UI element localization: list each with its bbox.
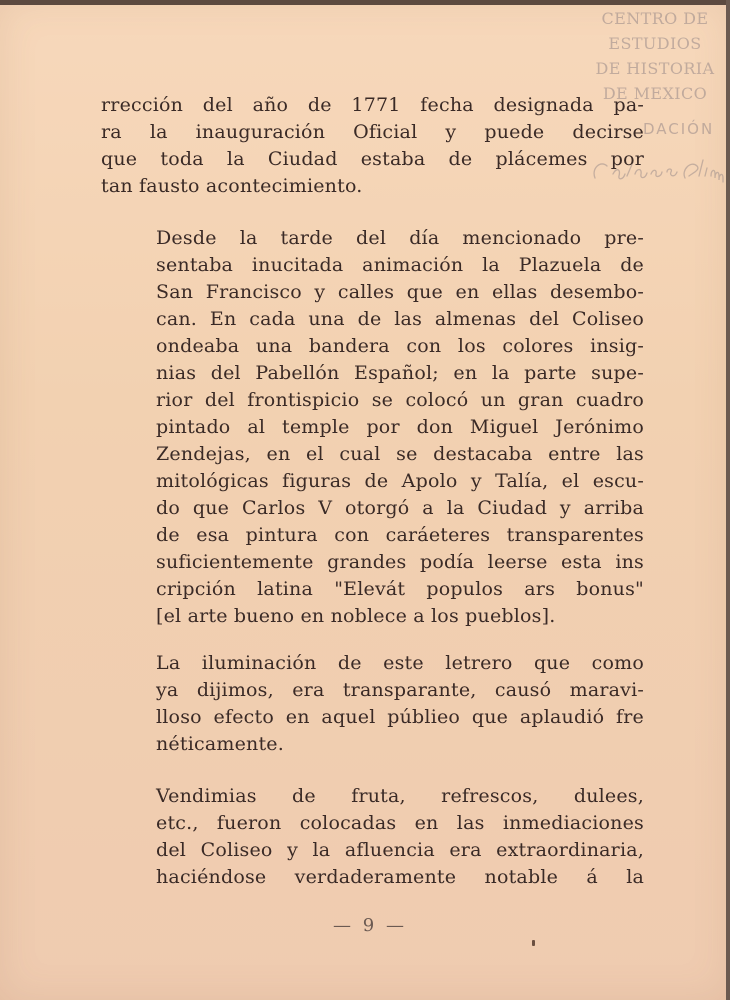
watermark-fundacion: DACIÓN	[643, 120, 715, 138]
text-line: La iluminación de este letrero que como	[156, 652, 644, 674]
page-top-edge	[0, 0, 730, 5]
watermark-line-4: DE MEXICO	[602, 84, 708, 103]
paragraph-3	[101, 650, 644, 758]
text-line: ya dijimos, era transparante, causó maravi-	[156, 679, 644, 701]
text-line: Desde la tarde del día mencionado pre-	[156, 227, 644, 249]
text-line: nias del Pabellón Español; en la parte supe-	[156, 362, 644, 384]
watermark-line-3: DE HISTORIA	[595, 59, 715, 78]
watermark-line-2: ESTUDIOS	[608, 34, 702, 53]
text-line: Zendejas, en el cual se destacaba entre las	[156, 443, 644, 465]
text-line: néticamente.	[156, 733, 284, 755]
text-line: ra la inauguración Oficial y puede decirse	[101, 121, 644, 143]
page-number: — 9 —	[333, 915, 407, 936]
text-line: de esa pintura con caráeteres transparentes	[156, 524, 644, 546]
text-line: rior del frontispicio se colocó un gran cuadro	[156, 389, 644, 411]
paragraph-4	[101, 783, 644, 891]
text-line: etc., fueron colocadas en las inmediaciones	[156, 812, 644, 834]
paragraph-2	[101, 225, 644, 630]
text-line: ondeaba una bandera con los colores insig-	[156, 335, 644, 357]
text-line: haciéndose verdaderamente notable á la	[156, 866, 644, 888]
text-line: can. En cada una de las almenas del Coliseo	[156, 308, 644, 330]
text-line: del Coliseo y la afluencia era extraordinaria,	[156, 839, 644, 861]
text-line: suficientemente grandes podía leerse esta ins	[156, 551, 644, 573]
text-line: tan fausto acontecimiento.	[101, 175, 363, 197]
text-line: lloso efecto en aquel públieo que aplaudió fre	[156, 706, 644, 728]
text-line: Vendimias de fruta, refrescos, dulees,	[156, 785, 644, 807]
paper-speck	[532, 940, 535, 946]
text-line: sentaba inucitada animación la Plazuela de	[156, 254, 644, 276]
text-line: rrección del año de 1771 fecha designada pa-	[101, 94, 644, 116]
text-line: San Francisco y calles que en ellas desembo-	[156, 281, 644, 303]
watermark-line-1: CENTRO DE	[601, 9, 709, 28]
text-line: mitológicas figuras de Apolo y Talía, el escu-	[156, 470, 644, 492]
text-line: [el arte bueno en noblece a los pueblos].	[156, 605, 556, 627]
text-line: do que Carlos V otorgó a la Ciudad y arriba	[156, 497, 644, 519]
text-line: que toda la Ciudad estaba de plácemes por	[101, 148, 644, 170]
text-line: cripción latina "Elevát populos ars bonus"	[156, 578, 644, 600]
archive-watermark	[585, 6, 725, 106]
paragraph-1	[101, 92, 644, 200]
text-line: pintado al temple por don Miguel Jerónimo	[156, 416, 644, 438]
